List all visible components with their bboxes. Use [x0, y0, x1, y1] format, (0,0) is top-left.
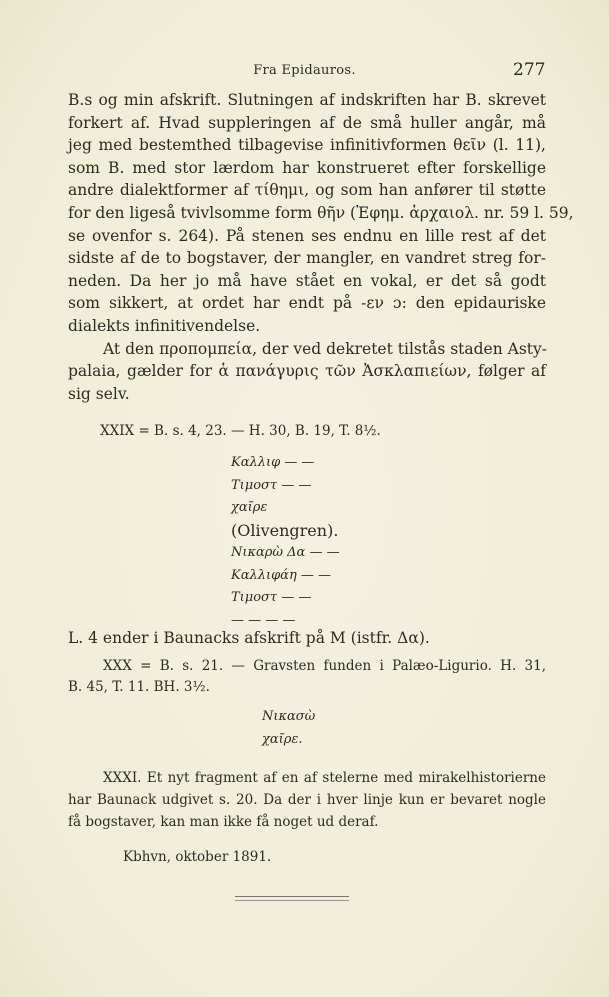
inscription-line: Καλλιφάη — —: [231, 567, 332, 583]
text-line: andre dialektformer af τίθημι, og som han anfører til støtte: [68, 181, 546, 200]
text-line: palaia, gælder for ἁ πανάγυρις τῶν Ἀσκλαπιείων, følger af: [68, 362, 546, 381]
end-rule: [235, 896, 349, 901]
inscription-line: Τιμοστ — —: [231, 590, 312, 605]
xxix-inscription: [231, 452, 340, 632]
inscription-line: Νικαρὼ Δα — —: [231, 545, 340, 560]
inscription-line: Τιμοστ — —: [231, 477, 312, 493]
page-number: 277: [513, 60, 546, 80]
inscription-line: Νικασὼ: [262, 709, 316, 724]
text-line: XXXI. Et nyt fragment af en af stelerne med mirakelhistorierne: [103, 770, 546, 786]
text-line: for den ligeså tvivlsomme form θῆν (Ἐφημ. ἀρχαιολ. nr. 59 l. 59,: [68, 203, 574, 222]
signoff-text: Kbhvn, oktober 1891.: [123, 849, 272, 865]
running-header: Fra Epidauros.: [253, 63, 356, 78]
text-line: B.s og min afskrift. Slutningen af indskriften har B. skrevet: [68, 91, 546, 109]
xxxi-paragraph: [68, 767, 546, 833]
inscription-line: χαῖρε: [231, 500, 268, 515]
text-line: som B. med stor lærdom har konstrueret efter forskellige: [68, 158, 546, 177]
text-line: neden. Da her jo må have stået en vokal, er det så godt: [68, 271, 546, 290]
text-line: har Baunack udgivet s. 20. Da der i hver linje kun er bevaret nogle: [68, 792, 546, 808]
text-line: se ovenfor s. 264). På stenen ses endnu en lille rest af det: [68, 226, 546, 245]
xxix-heading: [100, 420, 500, 443]
text-line: dialekts infinitivendelse.: [68, 316, 261, 335]
text-line: som sikkert, at ordet har endt på -εν ɔ: den epidauriske: [68, 294, 546, 313]
section-heading: XXIX = B. s. 4, 23. — H. 30, B. 19, T. 8½.: [100, 423, 381, 439]
xxx-inscription: [262, 706, 315, 751]
inscription-line: χαῖρε.: [262, 731, 303, 747]
text-line: få bogstaver, kan man ikke få noget ud deraf.: [68, 814, 379, 830]
text-line: sig selv.: [68, 384, 130, 403]
inscription-line: — — — —: [231, 612, 296, 628]
text-line: L. 4 ender i Baunacks afskrift på M (istfr. Δα).: [68, 629, 430, 647]
xxix-note: [68, 627, 546, 650]
text-line: sidste af de to bogstaver, der mangler, en vandret streg for-: [68, 249, 546, 268]
text-line: B. 45, T. 11. BH. 3½.: [68, 679, 210, 695]
inscription-line: (Olivengren).: [231, 520, 339, 540]
paragraph-1: [68, 89, 574, 405]
text-line: At den προπομπεία, der ved dekretet tilstås staden Asty-: [103, 339, 548, 358]
signoff: [123, 846, 601, 869]
xxx-heading: [68, 656, 546, 698]
text-line: jeg med bestemthed tilbagevise infinitivformen θεῖν (l. 11),: [68, 136, 546, 155]
inscription-line: Καλλιφ — —: [231, 455, 315, 470]
text-line: XXX = B. s. 21. — Gravsten funden i Palæo-Ligurio. H. 31,: [103, 658, 546, 674]
text-line: forkert af. Hvad suppleringen af de små huller angår, må: [68, 113, 546, 132]
